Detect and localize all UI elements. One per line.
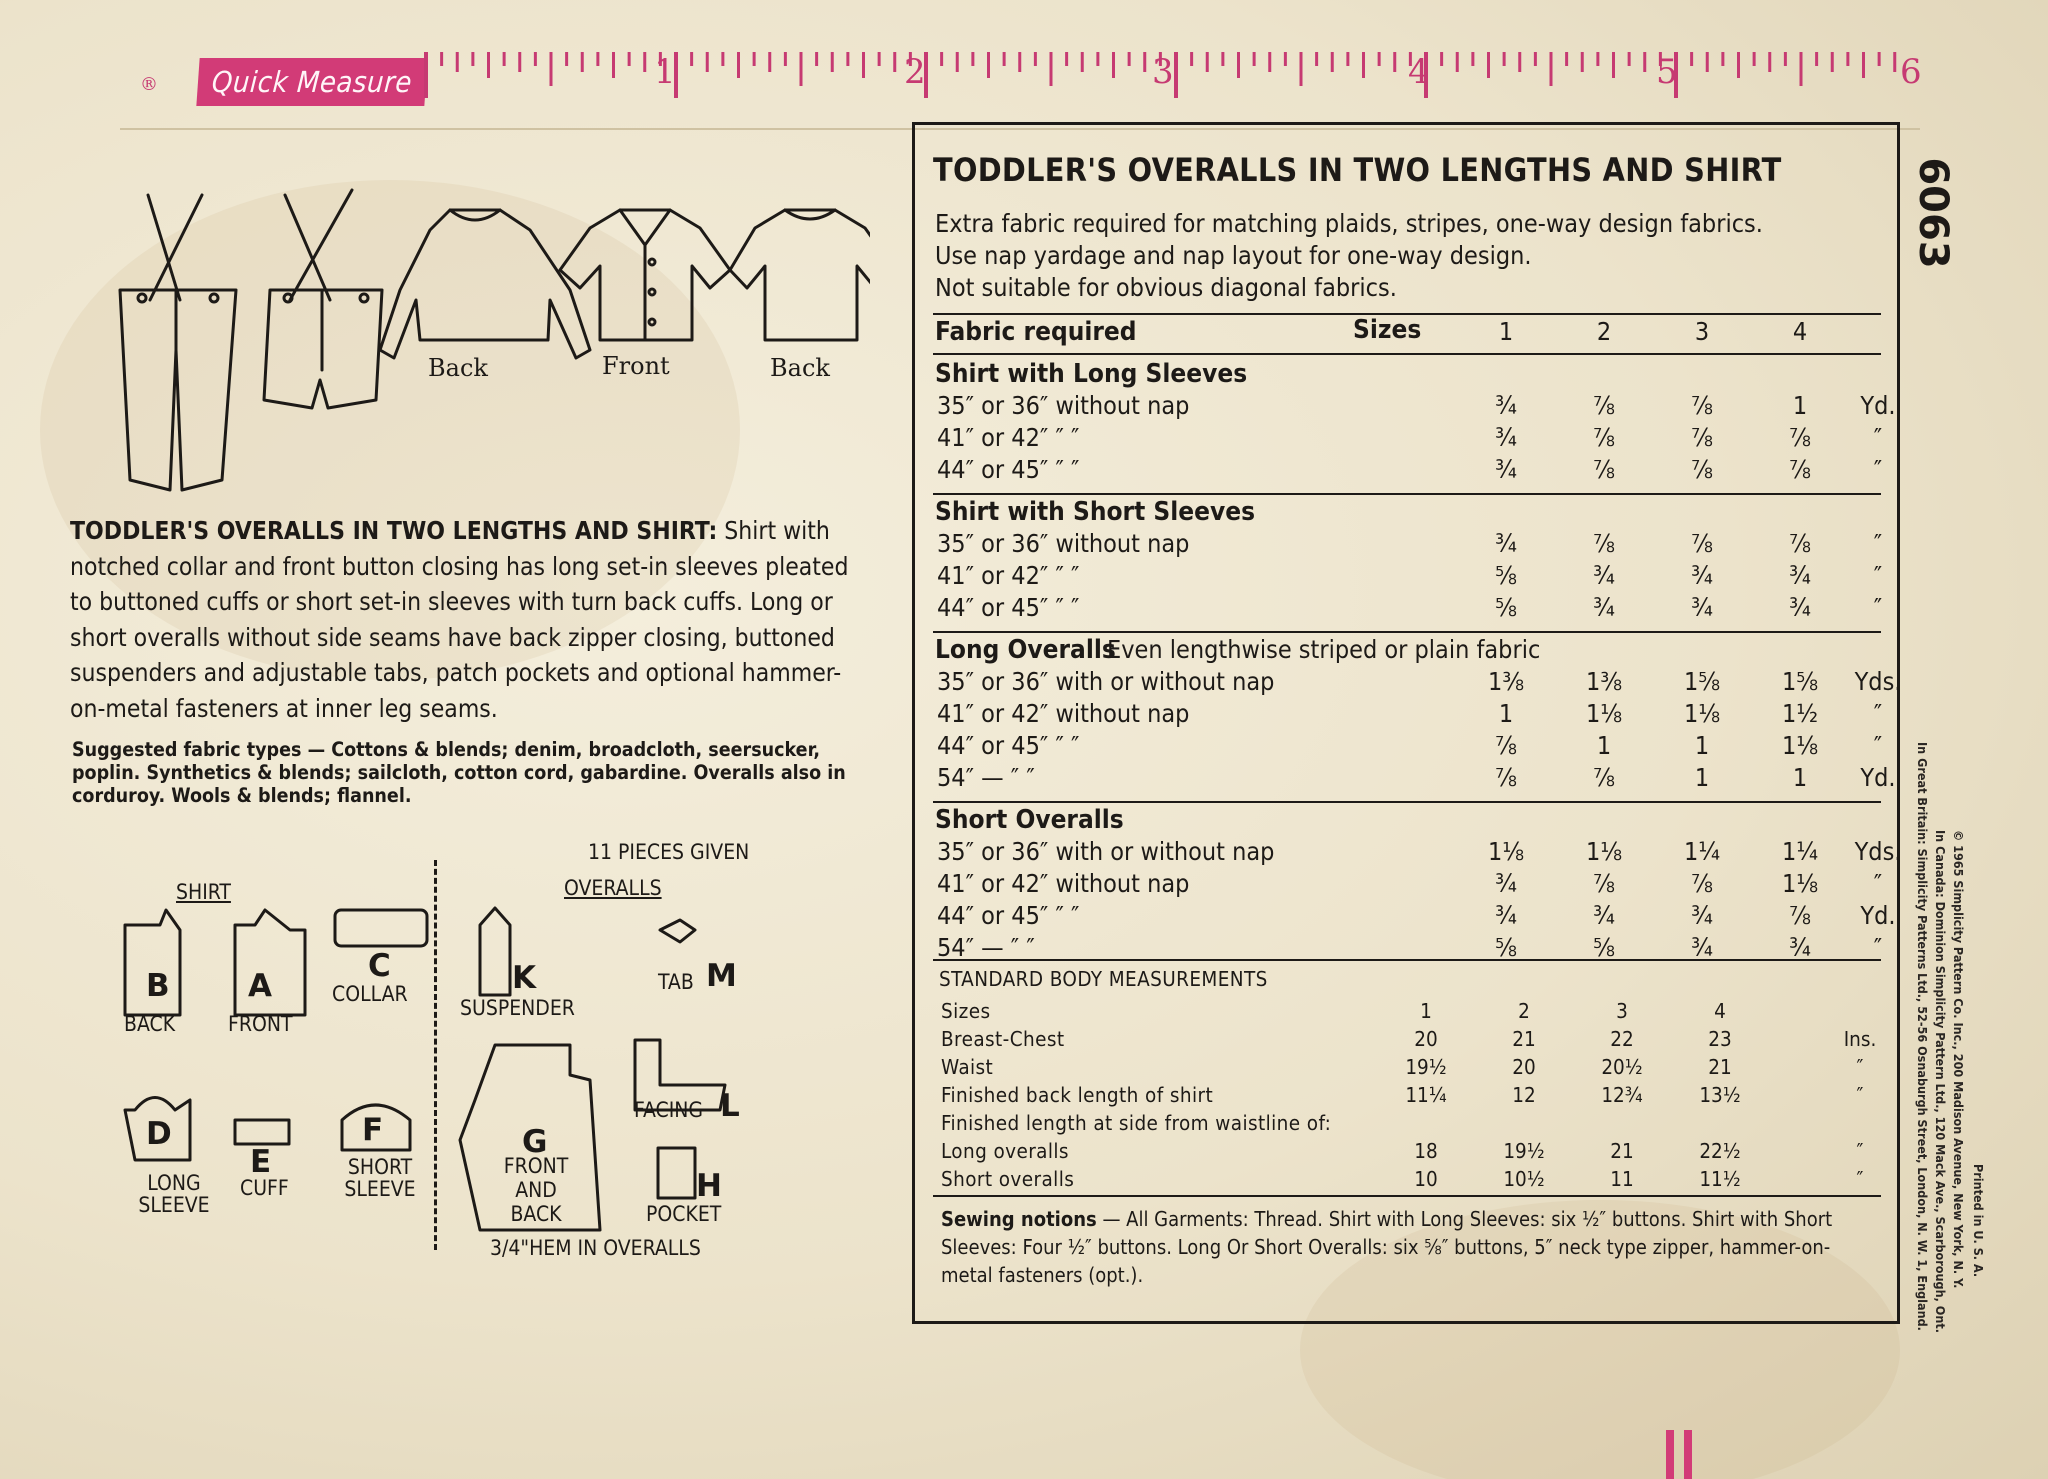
piece-name: FACING bbox=[634, 1098, 704, 1122]
yardage-value: ⅝ bbox=[1495, 593, 1517, 622]
yardage-unit: Yd. bbox=[1860, 901, 1896, 930]
piece-e-shape bbox=[235, 1120, 289, 1144]
copyright-line: In Canada: Dominion Simplicity Pattern Ltd., 120 Mack Ave., Scarborough, Ont. bbox=[1933, 830, 1948, 1333]
chart-intro-line: Use nap yardage and nap layout for one-way design. bbox=[935, 241, 1532, 270]
piece-name: FRONT AND BACK bbox=[503, 1154, 569, 1226]
measurement-value: 19½ bbox=[1405, 1055, 1447, 1079]
fabric-width-label: 44″ or 45″ ″ ″ bbox=[937, 593, 1080, 622]
rule bbox=[933, 493, 1881, 495]
piece-letter: G bbox=[522, 1124, 548, 1160]
figure-label: Front bbox=[602, 352, 670, 380]
measurement-value: 20 bbox=[1512, 1055, 1536, 1079]
measurement-value: 10½ bbox=[1503, 1167, 1545, 1191]
measurement-unit: Ins. bbox=[1843, 1027, 1877, 1051]
yardage-value: 1⅜ bbox=[1585, 667, 1623, 696]
measurement-label: Long overalls bbox=[941, 1139, 1069, 1163]
fabric-width-label: 54″ — ″ ″ bbox=[937, 763, 1035, 792]
piece-letter: M bbox=[706, 958, 737, 994]
yardage-chart bbox=[912, 122, 1900, 1324]
fabric-width-label: 41″ or 42″ ″ ″ bbox=[937, 423, 1080, 452]
yardage-value: 1⅛ bbox=[1487, 837, 1525, 866]
measurement-value: 10 bbox=[1414, 1167, 1438, 1191]
yardage-value: ¾ bbox=[1495, 869, 1517, 898]
yardage-value: ⅞ bbox=[1495, 731, 1517, 760]
figure-label: Back bbox=[770, 354, 830, 382]
registered-mark: ® bbox=[140, 74, 158, 95]
piece-k-shape bbox=[480, 908, 510, 995]
yardage-unit: ″ bbox=[1873, 933, 1883, 962]
fabric-width-label: 35″ or 36″ without nap bbox=[937, 529, 1190, 558]
piece-name: SUSPENDER bbox=[460, 996, 575, 1020]
size-col-header: 1 bbox=[1498, 317, 1514, 346]
yardage-unit: Yd. bbox=[1860, 391, 1896, 420]
piece-name: COLLAR bbox=[332, 982, 408, 1006]
yardage-value: ¾ bbox=[1789, 561, 1811, 590]
piece-h-shape bbox=[658, 1148, 695, 1198]
section-note: Even lengthwise striped or plain fabric bbox=[1107, 635, 1541, 664]
yardage-value: 1¼ bbox=[1683, 837, 1721, 866]
measurement-label: Finished length at side from waistline of: bbox=[941, 1111, 1332, 1135]
yardage-value: ⅞ bbox=[1593, 391, 1615, 420]
yardage-unit: ″ bbox=[1873, 529, 1883, 558]
short-sleeve-shirt-front-drawing bbox=[560, 210, 730, 340]
measuring-ruler bbox=[0, 42, 2048, 132]
measurement-unit: ″ bbox=[1856, 1139, 1864, 1163]
measurement-value: 11¼ bbox=[1405, 1083, 1447, 1107]
yardage-value: 1 bbox=[1694, 763, 1710, 792]
yardage-value: 1⅛ bbox=[1585, 837, 1623, 866]
yardage-value: 1 bbox=[1596, 731, 1612, 760]
fabric-width-label: 44″ or 45″ ″ ″ bbox=[937, 901, 1080, 930]
fabric-width-label: 44″ or 45″ ″ ″ bbox=[937, 455, 1080, 484]
yardage-value: ⅞ bbox=[1691, 455, 1713, 484]
piece-letter: B bbox=[146, 968, 170, 1004]
yardage-value: 1⅜ bbox=[1487, 667, 1525, 696]
yardage-unit: ″ bbox=[1873, 455, 1883, 484]
measurement-label: Waist bbox=[941, 1055, 994, 1079]
description-body: Shirt with notched collar and front button closing has long set-in sleeves pleated to buttoned cuffs or short set-in sleeves with turn back cuffs. Long or short overalls without side seams have back zipper closing, buttoned suspenders and adjustable tabs, patch pockets and optional hammer-on-metal fasteners at inner leg seams. bbox=[70, 516, 849, 723]
yardage-value: ⅞ bbox=[1789, 423, 1811, 452]
piece-name: BACK bbox=[124, 1012, 176, 1036]
measurement-value: 21 bbox=[1610, 1139, 1634, 1163]
fabric-width-label: 41″ or 42″ without nap bbox=[937, 869, 1190, 898]
yardage-value: ¾ bbox=[1495, 455, 1517, 484]
quick-measure-label: Quick Measure bbox=[196, 58, 427, 106]
figure-label: Back bbox=[428, 354, 488, 382]
yardage-value: ⅞ bbox=[1789, 455, 1811, 484]
piece-letter: L bbox=[720, 1088, 740, 1124]
yardage-value: ⅞ bbox=[1691, 391, 1713, 420]
notions-body: — All Garments: Thread. Shirt with Long Sleeves: six ½″ buttons. Shirt with Short Sleeves: Four ½″ buttons. Long Or Short Overalls: six ⅝″ buttons, 5″ neck type zipper, hammer-on-metal fasteners (opt.). bbox=[941, 1207, 1833, 1287]
suggested-fabrics bbox=[72, 738, 852, 807]
yardage-value: 1 bbox=[1792, 763, 1808, 792]
long-sleeve-shirt-back-drawing bbox=[380, 210, 590, 358]
yardage-value: ¾ bbox=[1691, 561, 1713, 590]
pattern-number-text: 6063 bbox=[1910, 157, 1956, 269]
yardage-unit: ″ bbox=[1873, 699, 1883, 728]
piece-letter: A bbox=[248, 968, 272, 1004]
measurement-value: 22½ bbox=[1699, 1139, 1741, 1163]
fabric-width-label: 35″ or 36″ without nap bbox=[937, 391, 1190, 420]
measurement-value: 1 bbox=[1420, 999, 1432, 1023]
measurement-value: 19½ bbox=[1503, 1139, 1545, 1163]
yardage-value: ⅞ bbox=[1691, 423, 1713, 452]
yardage-value: 1½ bbox=[1781, 699, 1819, 728]
measurement-value: 20½ bbox=[1601, 1055, 1643, 1079]
yardage-value: ¾ bbox=[1495, 901, 1517, 930]
piece-c-shape bbox=[335, 910, 427, 946]
short-sleeve-shirt-back-drawing bbox=[730, 210, 870, 340]
fabric-required-header: Fabric required bbox=[935, 317, 1137, 347]
ruler-number: 2 bbox=[904, 52, 926, 92]
yardage-value: ⅞ bbox=[1691, 529, 1713, 558]
yardage-unit: ″ bbox=[1873, 561, 1883, 590]
yardage-unit: ″ bbox=[1873, 869, 1883, 898]
yardage-unit: Yds. bbox=[1854, 667, 1902, 696]
ruler-number: 6 bbox=[1900, 52, 1922, 92]
yardage-value: ⅝ bbox=[1495, 933, 1517, 962]
measurement-unit: ″ bbox=[1856, 1167, 1864, 1191]
short-overalls-drawing bbox=[264, 190, 382, 408]
piece-name: FRONT bbox=[228, 1012, 293, 1036]
measurements-title: STANDARD BODY MEASUREMENTS bbox=[939, 967, 1268, 991]
measurement-value: 11 bbox=[1610, 1167, 1634, 1191]
yardage-unit: ″ bbox=[1873, 593, 1883, 622]
measurement-value: 21 bbox=[1512, 1027, 1536, 1051]
yardage-value: ¾ bbox=[1495, 529, 1517, 558]
rule bbox=[933, 801, 1881, 803]
yardage-value: ⅞ bbox=[1495, 763, 1517, 792]
measurement-unit: ″ bbox=[1856, 1055, 1864, 1079]
printed-in: Printed in U. S. A. bbox=[1971, 1164, 1986, 1278]
yardage-value: ⅝ bbox=[1495, 561, 1517, 590]
measurement-value: 4 bbox=[1714, 999, 1726, 1023]
yardage-value: 1⅛ bbox=[1781, 869, 1819, 898]
chart-intro-line: Not suitable for obvious diagonal fabrics. bbox=[935, 273, 1397, 302]
yardage-value: ¾ bbox=[1789, 593, 1811, 622]
yardage-value: 1¼ bbox=[1781, 837, 1819, 866]
piece-name: POCKET bbox=[646, 1202, 722, 1226]
measurement-value: 13½ bbox=[1699, 1083, 1741, 1107]
section-title: Short Overalls bbox=[935, 805, 1124, 835]
measurement-value: 11½ bbox=[1699, 1167, 1741, 1191]
piece-letter: E bbox=[250, 1144, 272, 1180]
yardage-unit: ″ bbox=[1873, 731, 1883, 760]
measurement-value: 18 bbox=[1414, 1139, 1438, 1163]
fabric-width-label: 35″ or 36″ with or without nap bbox=[937, 667, 1275, 696]
rule bbox=[933, 959, 1881, 961]
measurement-value: 22 bbox=[1610, 1027, 1634, 1051]
garment-illustrations bbox=[90, 180, 870, 510]
yardage-value: 1⅛ bbox=[1781, 731, 1819, 760]
sizes-header: Sizes bbox=[1353, 315, 1422, 345]
piece-name: TAB bbox=[658, 970, 694, 994]
yardage-value: 1 bbox=[1498, 699, 1514, 728]
shirt-heading: SHIRT bbox=[176, 880, 231, 904]
chart-intro-line: Extra fabric required for matching plaids, stripes, one-way design fabrics. bbox=[935, 209, 1763, 238]
piece-letter: F bbox=[362, 1112, 384, 1148]
yardage-value: ¾ bbox=[1691, 593, 1713, 622]
pattern-number bbox=[1898, 150, 1968, 280]
fabric-width-label: 44″ or 45″ ″ ″ bbox=[937, 731, 1080, 760]
yardage-value: ⅞ bbox=[1593, 423, 1615, 452]
piece-name: SHORT SLEEVE bbox=[344, 1155, 416, 1201]
pattern-description bbox=[70, 513, 850, 726]
overalls-heading: OVERALLS bbox=[564, 876, 662, 900]
yardage-value: ¾ bbox=[1495, 391, 1517, 420]
measurement-value: 12¾ bbox=[1601, 1083, 1643, 1107]
section-title: Shirt with Long Sleeves bbox=[935, 359, 1248, 389]
fabric-lead: Suggested fabric types bbox=[72, 738, 302, 761]
description-lead: TODDLER'S OVERALLS IN TWO LENGTHS AND SHIRT: bbox=[70, 516, 718, 545]
yardage-unit: Yd. bbox=[1860, 763, 1896, 792]
yardage-value: ⅞ bbox=[1593, 763, 1615, 792]
piece-letter: K bbox=[512, 960, 537, 996]
ruler-number: 4 bbox=[1408, 52, 1430, 92]
measurement-value: 2 bbox=[1518, 999, 1530, 1023]
piece-letter: D bbox=[146, 1116, 172, 1152]
measurement-label: Finished back length of shirt bbox=[941, 1083, 1214, 1107]
yardage-value: 1⅝ bbox=[1683, 667, 1721, 696]
hem-note: 3/4"HEM IN OVERALLS bbox=[490, 1236, 701, 1260]
measurement-value: 21 bbox=[1708, 1055, 1732, 1079]
yardage-value: ¾ bbox=[1593, 561, 1615, 590]
yardage-value: ⅞ bbox=[1691, 869, 1713, 898]
section-title: Long Overalls bbox=[935, 635, 1116, 665]
piece-m-shape bbox=[660, 920, 695, 942]
pieces-count: 11 PIECES GIVEN bbox=[588, 840, 750, 864]
long-overalls-drawing bbox=[120, 195, 236, 490]
measurement-label: Short overalls bbox=[941, 1167, 1075, 1191]
yardage-unit: ″ bbox=[1873, 423, 1883, 452]
yardage-value: 1 bbox=[1792, 391, 1808, 420]
piece-name: CUFF bbox=[240, 1176, 289, 1200]
yardage-unit: Yds. bbox=[1854, 837, 1902, 866]
yardage-value: ¾ bbox=[1789, 933, 1811, 962]
yardage-value: ⅞ bbox=[1593, 529, 1615, 558]
chart-title: TODDLER'S OVERALLS IN TWO LENGTHS AND SHIRT bbox=[933, 151, 1782, 189]
size-col-header: 4 bbox=[1792, 317, 1808, 346]
yardage-value: ¾ bbox=[1691, 901, 1713, 930]
rule bbox=[933, 631, 1881, 633]
yardage-value: 1⅝ bbox=[1781, 667, 1819, 696]
measurement-value: 20 bbox=[1414, 1027, 1438, 1051]
notions-lead: Sewing notions bbox=[941, 1207, 1097, 1231]
size-col-header: 2 bbox=[1596, 317, 1612, 346]
yardage-value: 1⅛ bbox=[1585, 699, 1623, 728]
pattern-piece-diagrams bbox=[120, 900, 770, 1240]
sewing-notions bbox=[941, 1205, 1881, 1289]
yardage-value: ¾ bbox=[1593, 901, 1615, 930]
measurement-value: 12 bbox=[1512, 1083, 1536, 1107]
ruler-number: 3 bbox=[1152, 52, 1174, 92]
measurement-value: 23 bbox=[1708, 1027, 1732, 1051]
fabric-body: — Cottons & blends; denim, broadcloth, seersucker, poplin. Synthetics & blends; sailcloth, cotton cord, gabardine. Overalls also in corduroy. Wools & blends; flannel. bbox=[72, 738, 846, 807]
ruler-number: 1 bbox=[654, 52, 676, 92]
yardage-value: ¾ bbox=[1691, 933, 1713, 962]
piece-letter: C bbox=[368, 948, 391, 984]
measurement-unit: ″ bbox=[1856, 1083, 1864, 1107]
yardage-value: ⅞ bbox=[1789, 901, 1811, 930]
measurement-label: Breast-Chest bbox=[941, 1027, 1065, 1051]
fabric-width-label: 54″ — ″ ″ bbox=[937, 933, 1035, 962]
ruler-number: 5 bbox=[1656, 52, 1678, 92]
yardage-value: 1⅛ bbox=[1683, 699, 1721, 728]
fabric-width-label: 41″ or 42″ without nap bbox=[937, 699, 1190, 728]
piece-name: LONG SLEEVE bbox=[138, 1171, 210, 1217]
yardage-value: ⅞ bbox=[1789, 529, 1811, 558]
section-title: Shirt with Short Sleeves bbox=[935, 497, 1256, 527]
yardage-value: ¾ bbox=[1593, 593, 1615, 622]
fabric-width-label: 35″ or 36″ with or without nap bbox=[937, 837, 1275, 866]
piece-letter: H bbox=[696, 1168, 722, 1204]
size-col-header: 3 bbox=[1694, 317, 1710, 346]
pink-fold-marks bbox=[1662, 1430, 1702, 1479]
fabric-width-label: 41″ or 42″ ″ ″ bbox=[937, 561, 1080, 590]
measurement-label: Sizes bbox=[941, 999, 991, 1023]
yardage-value: ⅝ bbox=[1593, 933, 1615, 962]
yardage-value: ⅞ bbox=[1593, 455, 1615, 484]
yardage-value: 1 bbox=[1694, 731, 1710, 760]
copyright-line: In Great Britain: Simplicity Patterns Ltd., 52-56 Osnaburgh Street, London, N. W. 1, England. bbox=[1915, 742, 1930, 1331]
measurement-value: 3 bbox=[1616, 999, 1628, 1023]
rule bbox=[933, 353, 1881, 355]
yardage-value: ⅞ bbox=[1593, 869, 1615, 898]
yardage-value: ¾ bbox=[1495, 423, 1517, 452]
copyright-line: © 1965 Simplicity Pattern Co. Inc., 200 Madison Avenue, New York, N. Y. bbox=[1951, 830, 1966, 1289]
rule bbox=[933, 1195, 1881, 1197]
